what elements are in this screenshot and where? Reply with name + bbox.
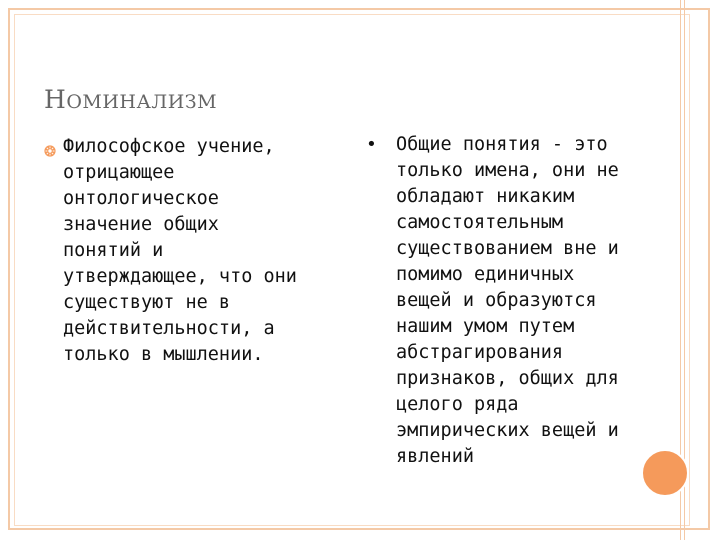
right-column (366, 132, 666, 470)
orange-circle-decoration (641, 449, 689, 497)
left-bullet-text: Философское учение, отрицающее онтологическое значение общих понятий и утверждающее, что они существуют не в действительности, а только в мышлении. (63, 136, 297, 365)
bullet-dot-icon: • (366, 134, 377, 155)
left-column (44, 134, 344, 368)
slide-title-rest: ОМИНАЛИЗМ (66, 91, 218, 113)
sun-bullet-icon (44, 142, 56, 154)
right-bullet-text: Общие понятия - это только имена, они не обладают никаким самостоятельным существованием вне и помимо единичных вещей и образуются нашим умом путем абстрагирования признаков, общих для целого ряда эмпирических вещей и явлений (396, 134, 619, 467)
slide-title-initial: Н (44, 85, 67, 114)
slide-title (44, 78, 217, 116)
